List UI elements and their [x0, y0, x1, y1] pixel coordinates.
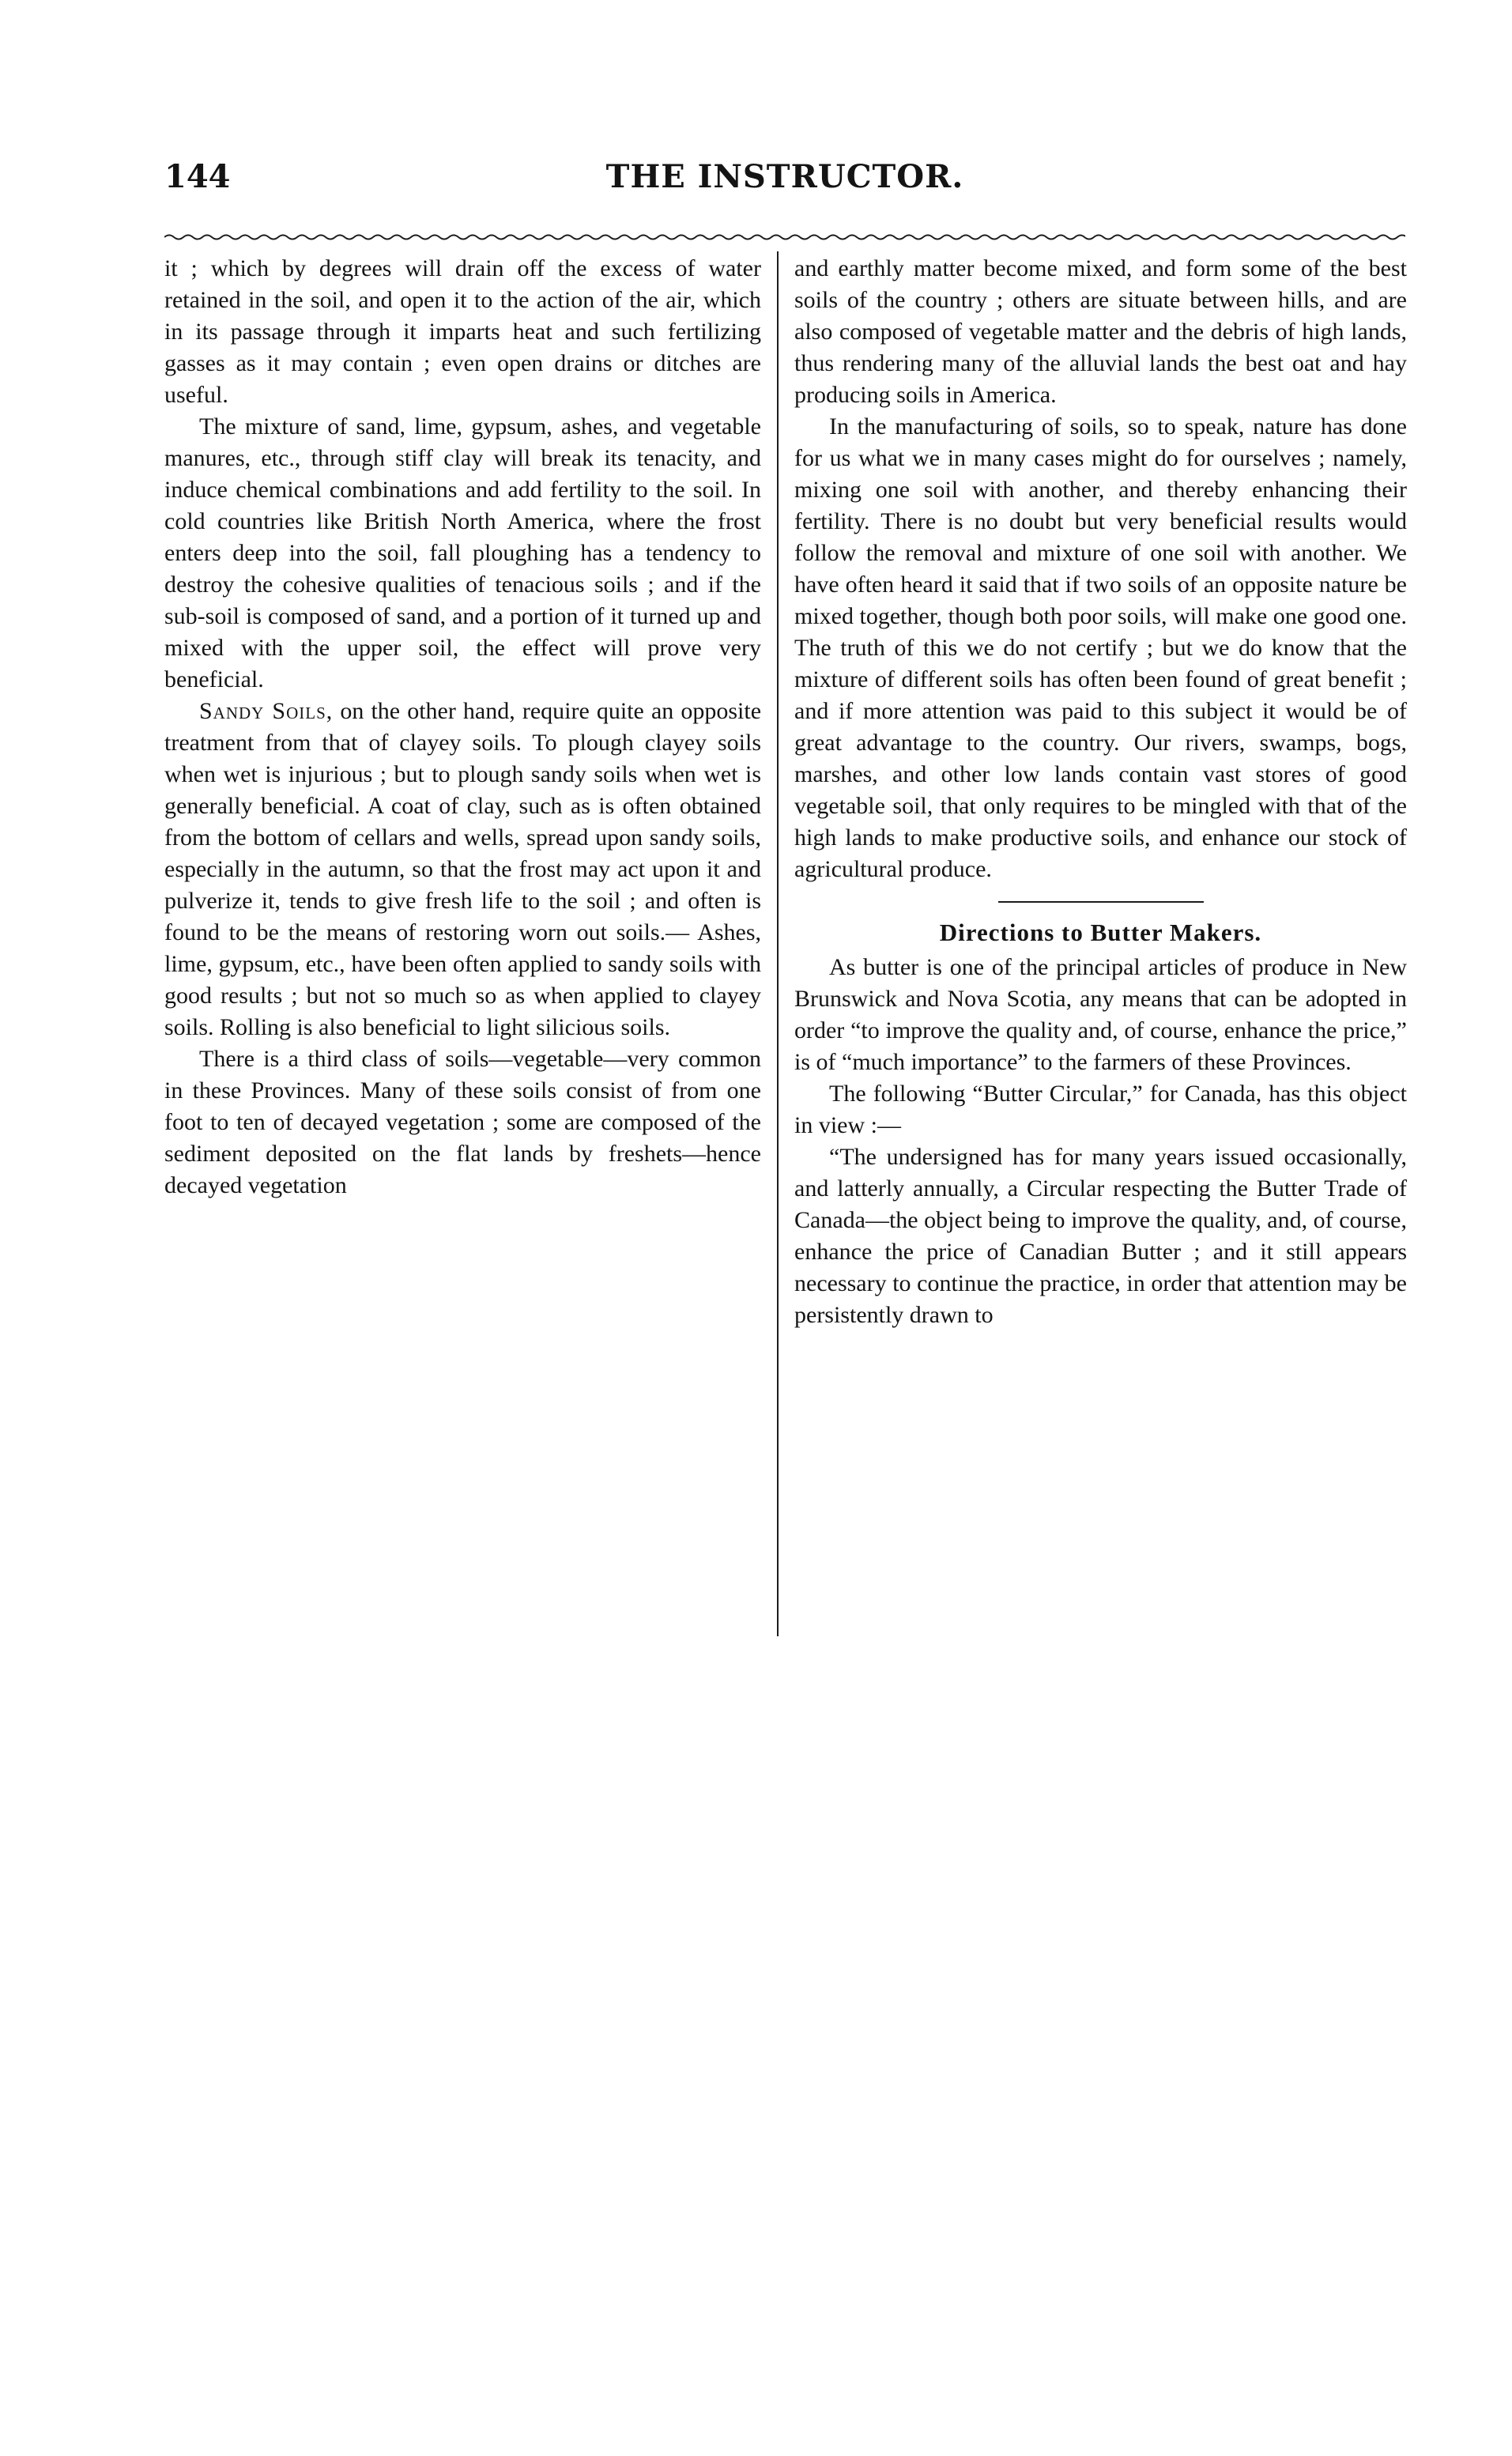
left-column — [164, 253, 761, 1202]
right-paragraph-circular-quote: “The undersigned has for many years issued occasionally, and latterly annually, a Circular respecting the Butter Trade of Canada—the object being to improve the quality, and, of course, enhance the price of Canadian Butter ; and it still appears necessary to continue the practice, in order that attention may be persistently drawn to — [794, 1144, 1407, 1328]
right-column — [794, 253, 1407, 1331]
right-paragraph-manufacturing: In the manufacturing of soils, so to speak, nature has done for us what we in many cases might do for ourselves ; namely, mixing one soil with another, and thereby enhancing their fertility. There is no doubt but very beneficial results would follow the removal and mixture of one soil with another. We have often heard it said that if two soils of an opposite nature be mixed together, though both poor soils, will make one good one. The truth of this we do not certify ; but we do know that the mixture of different soils has often been found of great benefit ; and if more attention was paid to this subject it would be of great advantage to the country. Our rivers, swamps, bogs, marshes, and other low lands contain vast stores of good vegetable soil, that only requires to be mingled with that of the high lands to make productive soils, and enhance our stock of agricultural produce. — [794, 413, 1407, 882]
page-header — [164, 158, 1405, 213]
right-paragraph-butter-intro: As butter is one of the principal articles of produce in New Brunswick and Nova Scotia, any means that can be adopted in order “to improve the quality and, of course, enhance the price,” is of “much importance” to the farmers of these Provinces. — [794, 954, 1407, 1075]
page-number: 144 — [164, 158, 231, 195]
wavy-header-rule — [164, 229, 1405, 245]
left-paragraph-mixture: The mixture of sand, lime, gypsum, ashes, and vegetable manures, etc., through stiff clay will break its tenacity, and induce chemical combinations and add fertility to the soil. In cold countries like British North America, where the frost enters deep into the soil, fall ploughing has a tendency to destroy the cohesive qualities of tenacious soils ; and if the sub-soil is composed of sand, and a portion of it turned up and mixed with the upper soil, the effect will prove very beneficial. — [164, 413, 761, 692]
right-paragraph-circular-intro: The following “Butter Circular,” for Canada, has this object in view :— — [794, 1081, 1407, 1138]
sandy-soils-text: on the other hand, require quite an opposite treatment from that of clayey soils. To plough clayey soils when wet is injurious ; but to plough sandy soils when wet is generally beneficial. A coat of clay, such as is often obtained from the bottom of cellars and wells, spread upon sandy soils, especially in the autumn, so that the frost may act upon it and pulverize it, tends to give fresh life to the soil ; and often is found to be the means of restoring worn out soils.— Ashes, lime, gypsum, etc., have been often applied to sandy soils with good results ; but not so much so as when applied to clayey soils. Rolling is also beneficial to light silicious soils. — [164, 698, 762, 1040]
left-paragraph-drainage: it ; which by degrees will drain off the excess of water retained in the soil, and open it to the action of the air, which in its passage through it imparts heat and such fertilizing gasses as it may contain ; even open drains or ditches are useful. — [164, 255, 761, 408]
column-divider — [777, 251, 779, 1636]
sandy-soils-lead: Sandy Soils, — [199, 698, 334, 724]
section-heading: Directions to Butter Makers. — [939, 919, 1262, 946]
left-paragraph-vegetable-soils: There is a third class of soils—vegetable—very common in these Provinces. Many of these soils consist of from one foot to ten of decayed vegetation ; some are composed of the sediment deposited on the flat lands by freshets—hence decayed vegetation — [164, 1046, 761, 1198]
right-paragraph-alluvial: and earthly matter become mixed, and form some of the best soils of the country ; others are situate between hills, and are also composed of vegetable matter and the debris of high lands, thus rendering many of the alluvial lands the best oat and hay producing soils in America. — [794, 255, 1407, 408]
section-divider — [998, 901, 1204, 903]
running-title: THE INSTRUCTOR. — [605, 158, 964, 195]
left-paragraph-sandy-soils — [164, 696, 761, 1043]
